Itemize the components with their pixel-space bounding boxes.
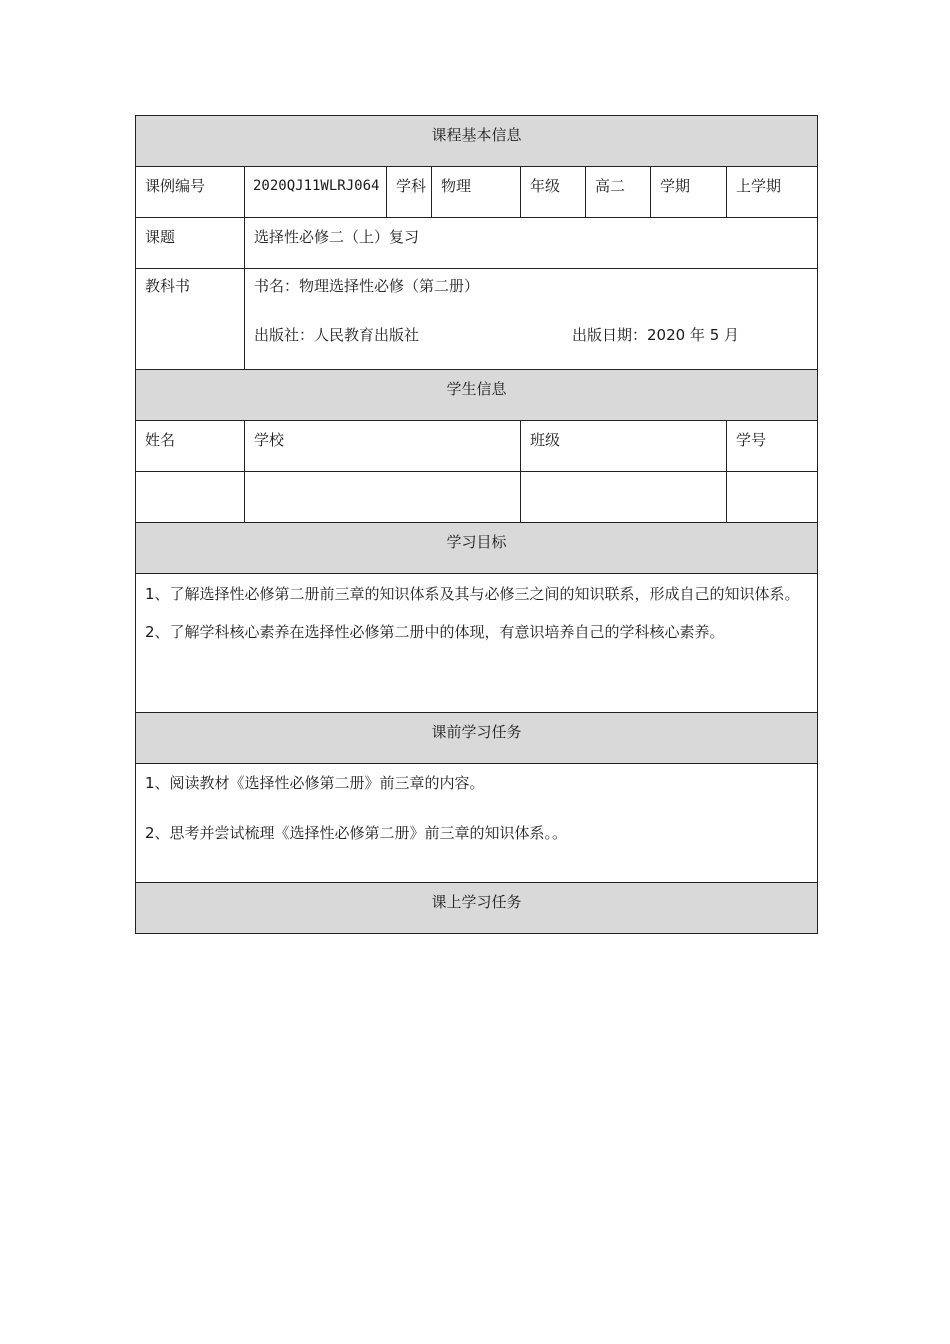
subject-label: 学科 [387, 167, 432, 218]
pre-class-item-1: 1、阅读教材《选择性必修第二册》前三章的内容。 [145, 774, 485, 792]
pre-class-cell [136, 764, 818, 883]
goal-item-1: 1、了解选择性必修第二册前三章的知识体系及其与必修三之间的知识联系，形成自己的知识体系。 [145, 585, 800, 603]
subject-value: 物理 [432, 167, 521, 218]
topic-value: 选择性必修二（上）复习 [245, 218, 818, 269]
pre-class-item-2: 2、思考并尝试梳理《选择性必修第二册》前三章的知识体系。。 [145, 824, 568, 842]
class-label: 班级 [521, 421, 727, 472]
publisher-line [254, 325, 808, 345]
grade-label: 年级 [521, 167, 586, 218]
grade-value: 高二 [586, 167, 651, 218]
student-no-label: 学号 [727, 421, 818, 472]
goals-cell [136, 574, 818, 713]
goal-item-2: 2、了解学科核心素养在选择性必修第二册中的体现，有意识培养自己的学科核心素养。 [145, 623, 725, 641]
case-code-value: 2020QJ11WLRJ064 [245, 167, 387, 218]
publisher: 出版社：人民教育出版社 [254, 326, 420, 344]
student-info-header: 学生信息 [136, 370, 818, 421]
textbook-cell [245, 269, 818, 370]
course-info-table [135, 115, 818, 934]
basic-info-header: 课程基本信息 [136, 116, 818, 167]
topic-label: 课题 [136, 218, 245, 269]
name-input-cell[interactable] [136, 472, 245, 523]
book-name: 书名：物理选择性必修（第二册） [254, 277, 480, 295]
textbook-label: 教科书 [136, 269, 245, 370]
name-label: 姓名 [136, 421, 245, 472]
school-input-cell[interactable] [245, 472, 521, 523]
publish-date: 出版日期：2020 年 5 月 [572, 326, 740, 344]
class-input-cell[interactable] [521, 472, 727, 523]
goals-header: 学习目标 [136, 523, 818, 574]
case-code-label: 课例编号 [136, 167, 245, 218]
term-label: 学期 [651, 167, 727, 218]
term-value: 上学期 [727, 167, 818, 218]
pre-class-header: 课前学习任务 [136, 713, 818, 764]
in-class-header: 课上学习任务 [136, 883, 818, 934]
student-no-input-cell[interactable] [727, 472, 818, 523]
school-label: 学校 [245, 421, 521, 472]
